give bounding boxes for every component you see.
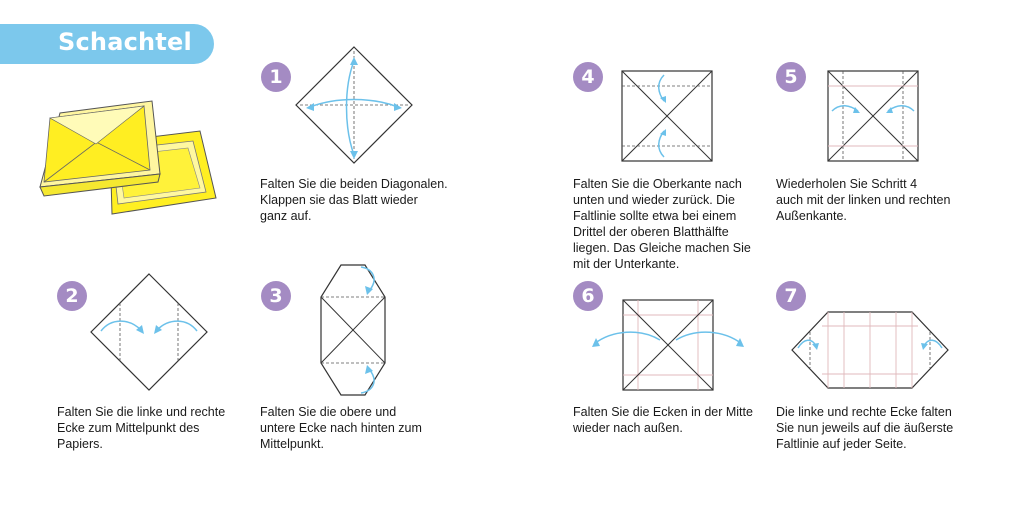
step-5-diagram	[828, 71, 918, 161]
finished-box-illustration	[38, 98, 218, 218]
step-2-badge: 2	[57, 281, 87, 311]
step-6-badge: 6	[573, 281, 603, 311]
step-1-text: Falten Sie die beiden Diagonalen. Klappen sie das Blatt wieder ganz auf.	[260, 177, 448, 223]
step-7-diagram	[792, 312, 948, 388]
step-3-text: Falten Sie die obere und untere Ecke nach hinten zum Mittelpunkt.	[260, 405, 422, 451]
step-3-diagram	[321, 265, 385, 395]
step-1-badge: 1	[261, 62, 291, 92]
step-4-diagram	[622, 71, 712, 161]
step-5-text: Wiederholen Sie Schritt 4 auch mit der linken und rechten Außenkante.	[776, 177, 951, 223]
step-6-text: Falten Sie die Ecken in der Mitte wieder nach außen.	[573, 405, 753, 435]
step-1-diagram	[296, 47, 412, 163]
step-3-badge: 3	[261, 281, 291, 311]
step-2-diagram	[91, 274, 207, 390]
step-4-badge: 4	[573, 62, 603, 92]
step-2-text: Falten Sie die linke und rechte Ecke zum Mittelpunkt des Papiers.	[57, 405, 226, 451]
step-4-text: Falten Sie die Oberkante nach unten und wieder zurück. Die Faltlinie sollte etwa bei einem Drittel der oberen Blatthälfte liegen. Das Gleiche machen Sie mit der Unterkante.	[573, 177, 751, 271]
step-7-text: Die linke und rechte Ecke falten Sie nun jeweils auf die äußerste Faltlinie auf jeder Seite.	[776, 405, 954, 451]
step-5-badge: 5	[776, 62, 806, 92]
step-7-badge: 7	[776, 281, 806, 311]
page-title: Schachtel	[58, 28, 192, 56]
step-6-diagram	[590, 300, 746, 390]
